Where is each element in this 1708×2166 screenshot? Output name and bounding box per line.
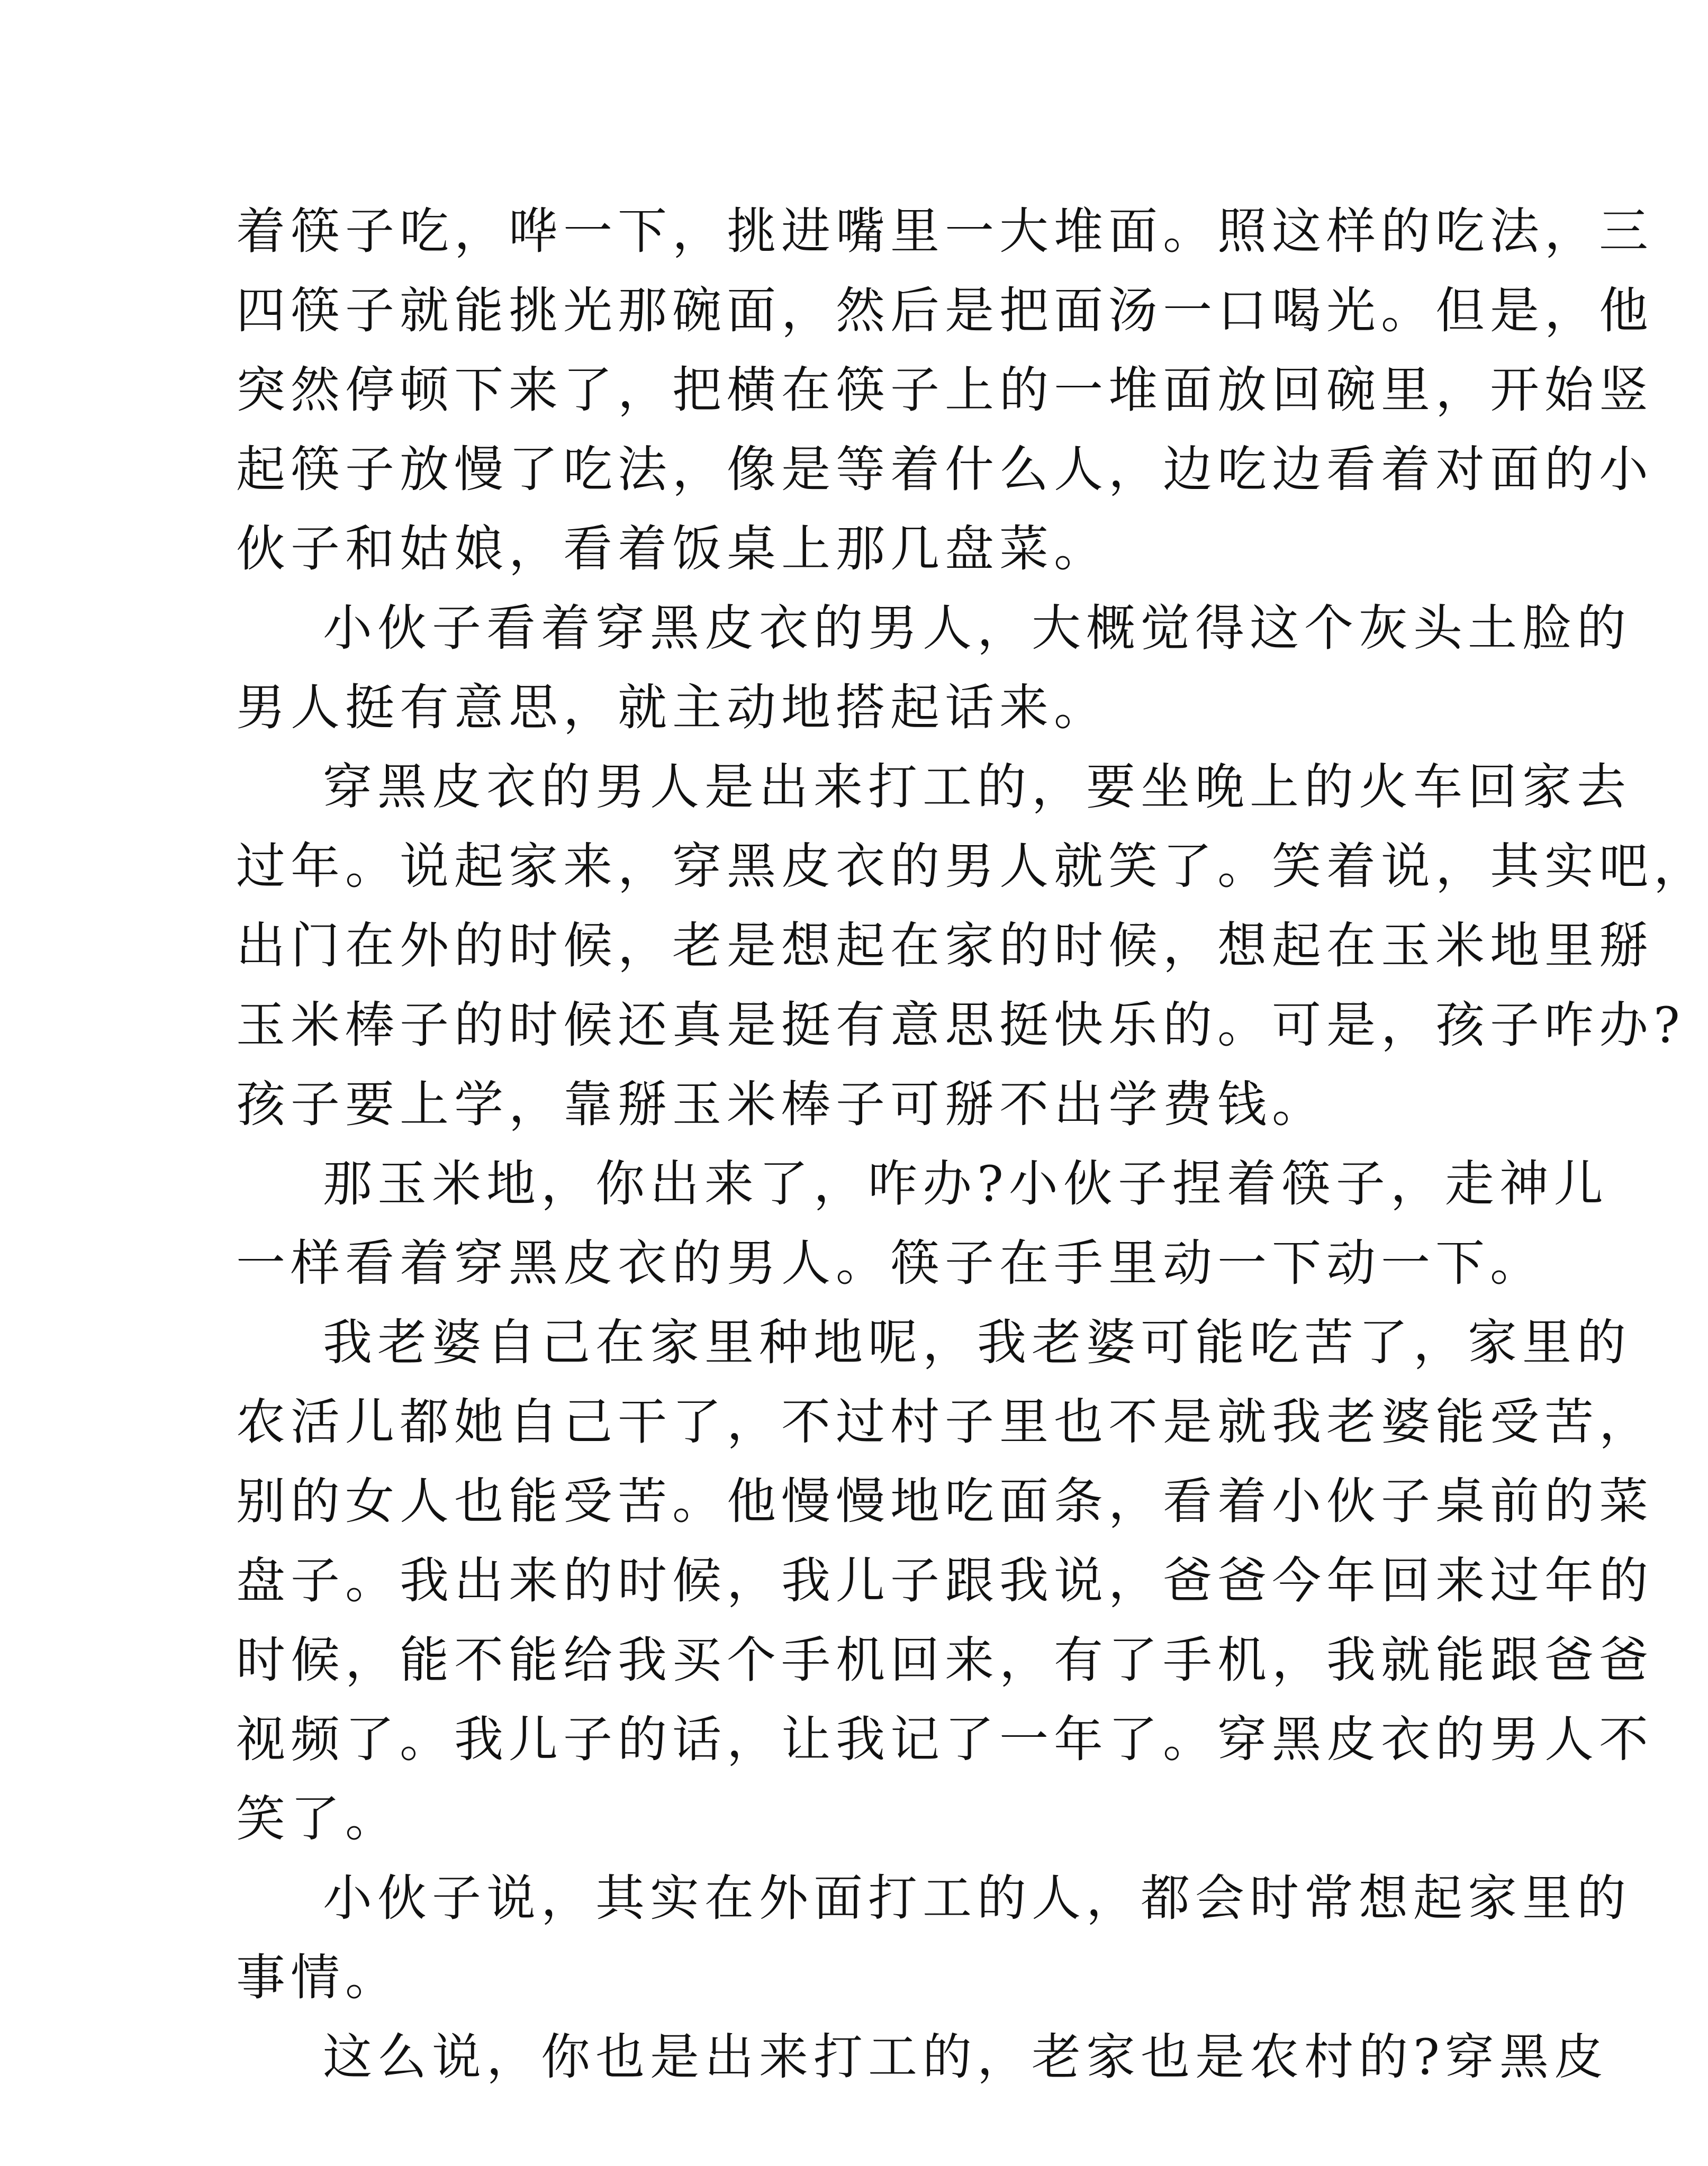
text-line: 这么说，你也是出来打工的，老家也是农村的?穿黑皮: [323, 2028, 1608, 2086]
text-line: 笑了。: [236, 1790, 400, 1847]
text-line: 一样看着穿黑皮衣的男人。筷子在手里动一下动一下。: [236, 1235, 1544, 1292]
text-line: 小伙子说，其实在外面打工的人，都会时常想起家里的: [323, 1870, 1631, 1927]
text-line: 过年。说起家来，穿黑皮衣的男人就笑了。笑着说，其实吧，: [236, 838, 1708, 895]
text-line: 四筷子就能挑光那碗面，然后是把面汤一口喝光。但是，他: [236, 282, 1653, 339]
text-line: 视频了。我儿子的话，让我记了一年了。穿黑皮衣的男人不: [236, 1711, 1653, 1768]
text-line: 穿黑皮衣的男人是出来打工的，要坐晚上的火车回家去: [323, 758, 1631, 815]
text-line: 孩子要上学，靠掰玉米棒子可掰不出学费钱。: [236, 1076, 1326, 1133]
text-line: 时候，能不能给我买个手机回来，有了手机，我就能跟爸爸: [236, 1632, 1653, 1689]
text-line: 别的女人也能受苦。他慢慢地吃面条，看着小伙子桌前的菜: [236, 1473, 1653, 1530]
text-line: 我老婆自己在家里种地呢，我老婆可能吃苦了，家里的: [323, 1314, 1631, 1371]
text-line: 农活儿都她自己干了，不过村子里也不是就我老婆能受苦，: [236, 1393, 1653, 1451]
text-line: 那玉米地，你出来了，咋办?小伙子捏着筷子，走神儿: [323, 1155, 1608, 1212]
text-line: 盘子。我出来的时候，我儿子跟我说，爸爸今年回来过年的: [236, 1552, 1653, 1609]
text-line: 着筷子吃，哗一下，挑进嘴里一大堆面。照这样的吃法，三: [236, 203, 1653, 260]
text-line: 起筷子放慢了吃法，像是等着什么人，边吃边看着对面的小: [236, 441, 1653, 498]
text-line: 小伙子看着穿黑皮衣的男人，大概觉得这个灰头土脸的: [323, 600, 1631, 657]
text-line: 男人挺有意思，就主动地搭起话来。: [236, 679, 1108, 736]
text-line: 突然停顿下来了，把横在筷子上的一堆面放回碗里，开始竖: [236, 361, 1653, 419]
text-line: 玉米棒子的时候还真是挺有意思挺快乐的。可是，孩子咋办?: [236, 996, 1685, 1054]
text-line: 事情。: [236, 1949, 400, 2006]
text-line: 伙子和姑娘，看着饭桌上那几盘菜。: [236, 520, 1108, 577]
text-line: 出门在外的时候，老是想起在家的时候，想起在玉米地里掰: [236, 917, 1653, 974]
body-text: [236, 192, 1708, 2097]
